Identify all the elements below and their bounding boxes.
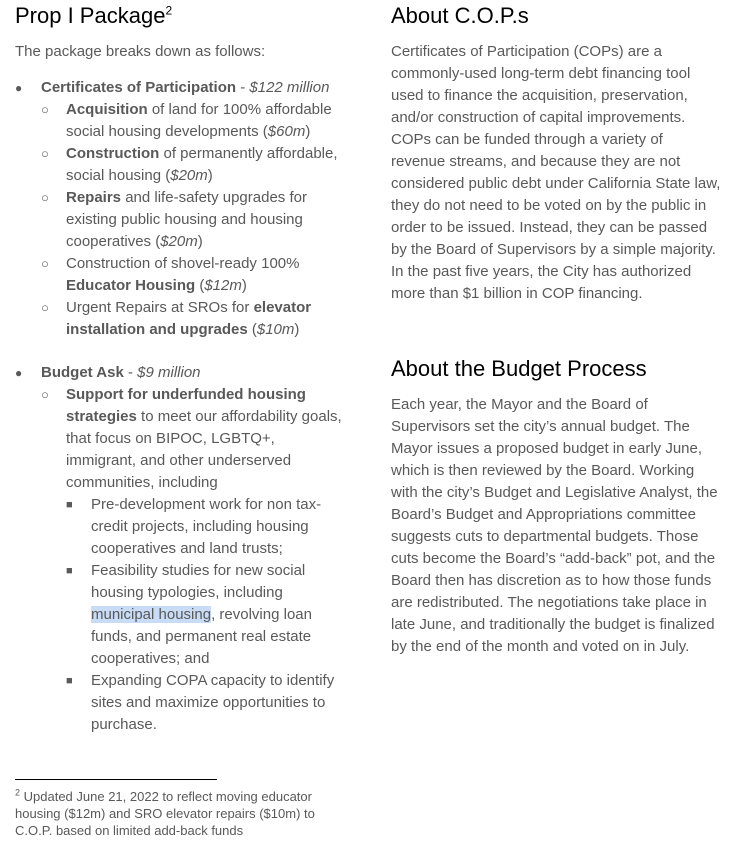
- copa-item: ■ Expanding COPA capacity to identify sites and maximize opportunities to purchase.: [66, 670, 345, 736]
- item-pre: Construction of shovel-ready 100%: [66, 255, 300, 272]
- prop-i-title: [15, 2, 172, 30]
- item-pre: Urgent Repairs at SROs for: [66, 299, 254, 316]
- item-bold: elevator installation and upgrades: [66, 299, 312, 338]
- item-amount: $20m: [160, 233, 198, 250]
- about-cops-title: About C.O.P.s: [391, 3, 529, 28]
- package-intro: The package breaks down as follows:: [15, 43, 266, 60]
- item-text: (: [195, 277, 205, 294]
- predevelopment-item: ■ Pre-development work for non tax-credit projects, including housing cooperatives and land trusts;: [66, 494, 345, 560]
- item-close: ): [305, 123, 311, 140]
- cop-acquisition-item: [41, 99, 345, 143]
- cop-construction-item: [41, 143, 345, 187]
- cop-item: [15, 77, 345, 341]
- item-text: of permanently affordable, social housing (: [66, 145, 338, 184]
- selected-text-municipal-housing[interactable]: municipal housing: [91, 606, 212, 623]
- cop-sep: -: [236, 79, 250, 96]
- item-text: and life-safety upgrades for existing public housing and housing cooperatives (: [66, 189, 307, 250]
- item-amount: $20m: [170, 167, 208, 184]
- item-amount: $10m: [256, 321, 295, 338]
- item-close: ): [197, 233, 203, 250]
- budget-item: [15, 362, 345, 736]
- support-item: [41, 384, 345, 736]
- about-budget-title: About the Budget Process: [391, 356, 647, 381]
- item-close: ): [294, 321, 300, 338]
- item-amount: $12m: [204, 277, 242, 294]
- item-bold: Acquisition: [66, 101, 148, 118]
- package-list: [15, 77, 345, 341]
- feasibility-post: , revolving loan funds, and permanent real estate cooperatives; and: [91, 606, 312, 667]
- about-budget-text: Each year, the Mayor and the Board of Supervisors set the city’s annual budget. The Mayor issues a proposed budget in early June, which is then reviewed by the Board. Working with the city’s Budget and Legislative Analyst, the Board’s Budget and Appropriations committee suggests cuts to departmental budgets. Those cuts become the Board’s “add-back” pot, and the Board then has discretion as to how those funds are redistributed. The negotiations take place in late June, and traditionally the budget is finalized by the end of the month and voted on in July.: [391, 396, 718, 655]
- footnote-divider: [15, 779, 217, 780]
- cop-educator-item: [41, 253, 345, 297]
- footnote-number: 2: [15, 787, 21, 798]
- footnote-text: Updated June 21, 2022 to reflect moving educator housing ($12m) and SRO elevator repairs ($10m) to C.O.P. based on limited add-back funds: [15, 789, 315, 838]
- feasibility-pre: Feasibility studies for new social housing typologies, including: [91, 562, 306, 601]
- item-text: (: [247, 321, 257, 338]
- item-text: of land for 100% affordable social housing developments (: [66, 101, 332, 140]
- item-bold: Construction: [66, 145, 160, 162]
- cop-amount: $122 million: [249, 79, 330, 96]
- budget-list: [15, 362, 345, 736]
- cop-sublist: [41, 99, 345, 341]
- budget-sep: -: [123, 364, 138, 381]
- support-sublist: [66, 494, 345, 736]
- budget-amount: $9 million: [137, 364, 201, 381]
- support-bold: Support for underfunded housing strategies: [66, 386, 306, 425]
- footnote-ref[interactable]: 2: [165, 3, 173, 18]
- footnote: [15, 788, 345, 839]
- item-bold: Educator Housing: [66, 277, 196, 294]
- budget-label: Budget Ask: [41, 364, 124, 381]
- about-cops-text: Certificates of Participation (COPs) are a commonly-used long-term debt financing tool used to finance the acquisition, preservation, and/or construction of capital improvements. COPs can be funded through a variety of revenue streams, and because they are not considered public debt under California State law, they do not need to be voted on by the public in order to be issued. Instead, they can be passed by the Board of Supervisors by a simple majority. In the past five years, the City has authorized more than $1 billion in COP financing.: [391, 43, 721, 302]
- cop-label: Certificates of Participation: [41, 79, 237, 96]
- feasibility-item: [66, 560, 345, 670]
- prop-i-title-text: Prop I Package: [15, 3, 166, 28]
- item-bold: Repairs: [66, 189, 122, 206]
- cop-sro-item: [41, 297, 345, 341]
- item-close: ): [207, 167, 213, 184]
- item-amount: $60m: [267, 123, 306, 140]
- budget-sublist: [41, 384, 345, 736]
- cop-repairs-item: [41, 187, 345, 253]
- item-close: ): [241, 277, 247, 294]
- support-text: to meet our affordability goals, that focus on BIPOC, LGBTQ+, immigrant, and other underserved communities, including: [66, 408, 342, 491]
